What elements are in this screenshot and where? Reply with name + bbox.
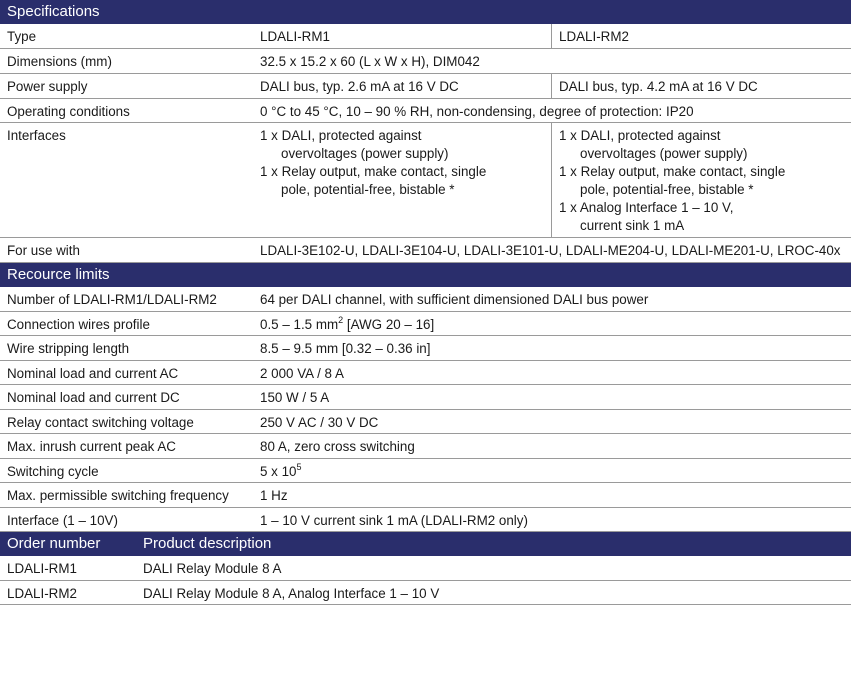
order-number: LDALI-RM1 xyxy=(7,561,77,576)
limit-row xyxy=(0,410,851,434)
column-divider xyxy=(551,123,552,237)
limit-label: Switching cycle xyxy=(7,464,99,479)
limit-row xyxy=(0,287,851,312)
limit-value: 80 A, zero cross switching xyxy=(260,439,415,454)
limit-value xyxy=(260,459,302,481)
order-number-heading: Order number xyxy=(7,535,101,552)
limit-value: 64 per DALI channel, with sufficient dimensioned DALI bus power xyxy=(260,292,649,307)
limit-value: 1 – 10 V current sink 1 mA (LDALI-RM2 only) xyxy=(260,513,528,528)
interface-line: overvoltages (power supply) xyxy=(281,146,449,161)
product-description: DALI Relay Module 8 A, Analog Interface 1 – 10 V xyxy=(143,586,440,601)
interface-line: overvoltages (power supply) xyxy=(580,146,748,161)
limit-value: 2 000 VA / 8 A xyxy=(260,366,344,381)
limit-value-main: 5 x 10 xyxy=(260,464,297,479)
spec-label: Type xyxy=(7,29,37,44)
limit-value-tail: [AWG 20 – 16] xyxy=(343,317,435,332)
limit-label: Nominal load and current AC xyxy=(7,366,179,381)
spec-value: 32.5 x 15.2 x 60 (L x W x H), DIM042 xyxy=(260,54,480,69)
limit-label: Relay contact switching voltage xyxy=(7,415,194,430)
limit-value xyxy=(260,312,434,334)
column-divider xyxy=(551,74,552,98)
limit-row xyxy=(0,459,851,483)
interface-line: 1 x Relay output, make contact, single xyxy=(260,164,487,179)
limit-value: 250 V AC / 30 V DC xyxy=(260,415,379,430)
product-description-heading: Product description xyxy=(143,535,272,552)
column-divider xyxy=(551,24,552,48)
spec-row-interfaces xyxy=(0,123,851,238)
spec-label: Operating conditions xyxy=(7,104,130,119)
spec-value: LDALI-3E102-U, LDALI-3E104-U, LDALI-3E101-U, LDALI-ME204-U, LDALI-ME201-U, LROC-40x xyxy=(260,243,841,258)
limit-value: 1 Hz xyxy=(260,488,288,503)
interface-line: 1 x Relay output, make contact, single xyxy=(559,164,786,179)
limit-row xyxy=(0,483,851,508)
limit-label: Max. permissible switching frequency xyxy=(7,488,229,503)
spec-value-rm2: DALI bus, typ. 4.2 mA at 16 V DC xyxy=(559,79,758,94)
spec-row-dimensions xyxy=(0,49,851,74)
limit-label: Interface (1 – 10V) xyxy=(7,513,118,528)
superscript: 5 xyxy=(296,462,302,472)
resource-limits-header xyxy=(0,263,851,287)
interface-line: pole, potential-free, bistable * xyxy=(580,182,754,197)
spec-row-type xyxy=(0,24,851,49)
limit-label: Max. inrush current peak AC xyxy=(7,439,176,454)
product-description: DALI Relay Module 8 A xyxy=(143,561,282,576)
limit-label: Number of LDALI-RM1/LDALI-RM2 xyxy=(7,292,217,307)
limit-row xyxy=(0,508,851,532)
interface-line: current sink 1 mA xyxy=(580,218,685,233)
interface-line: pole, potential-free, bistable * xyxy=(281,182,455,197)
spec-label: Interfaces xyxy=(7,128,66,143)
spec-value-rm1: LDALI-RM1 xyxy=(260,29,330,44)
limit-value-main: 0.5 – 1.5 mm xyxy=(260,317,339,332)
interfaces-rm2-list xyxy=(559,123,785,235)
interface-line: 1 x DALI, protected against xyxy=(260,128,422,143)
interface-line: 1 x Analog Interface 1 – 10 V, xyxy=(559,200,734,215)
specifications-title: Specifications xyxy=(7,3,100,20)
order-number: LDALI-RM2 xyxy=(7,586,77,601)
limit-row xyxy=(0,336,851,361)
limit-row xyxy=(0,312,851,336)
spec-label: Dimensions (mm) xyxy=(7,54,112,69)
specifications-header xyxy=(0,0,851,24)
limit-label: Nominal load and current DC xyxy=(7,390,180,405)
order-row xyxy=(0,556,851,581)
interfaces-rm1-list xyxy=(260,123,486,199)
spec-value: 0 °C to 45 °C, 10 – 90 % RH, non-condensing, degree of protection: IP20 xyxy=(260,104,694,119)
spec-label: Power supply xyxy=(7,79,88,94)
limit-value: 150 W / 5 A xyxy=(260,390,330,405)
limit-row xyxy=(0,361,851,385)
limit-row xyxy=(0,434,851,459)
superscript: 2 xyxy=(338,315,344,325)
interface-line: 1 x DALI, protected against xyxy=(559,128,721,143)
spec-value-rm2: LDALI-RM2 xyxy=(559,29,629,44)
spec-label: For use with xyxy=(7,243,80,258)
order-header xyxy=(0,532,851,556)
resource-limits-title: Recource limits xyxy=(7,266,110,283)
order-row xyxy=(0,581,851,605)
spec-row-power-supply xyxy=(0,74,851,99)
limit-label: Wire stripping length xyxy=(7,341,130,356)
spec-row-for-use-with xyxy=(0,238,851,263)
limit-value: 8.5 – 9.5 mm [0.32 – 0.36 in] xyxy=(260,341,431,356)
limit-label: Connection wires profile xyxy=(7,317,150,332)
spec-value-rm1: DALI bus, typ. 2.6 mA at 16 V DC xyxy=(260,79,459,94)
limit-row xyxy=(0,385,851,410)
spec-row-operating-conditions xyxy=(0,99,851,123)
